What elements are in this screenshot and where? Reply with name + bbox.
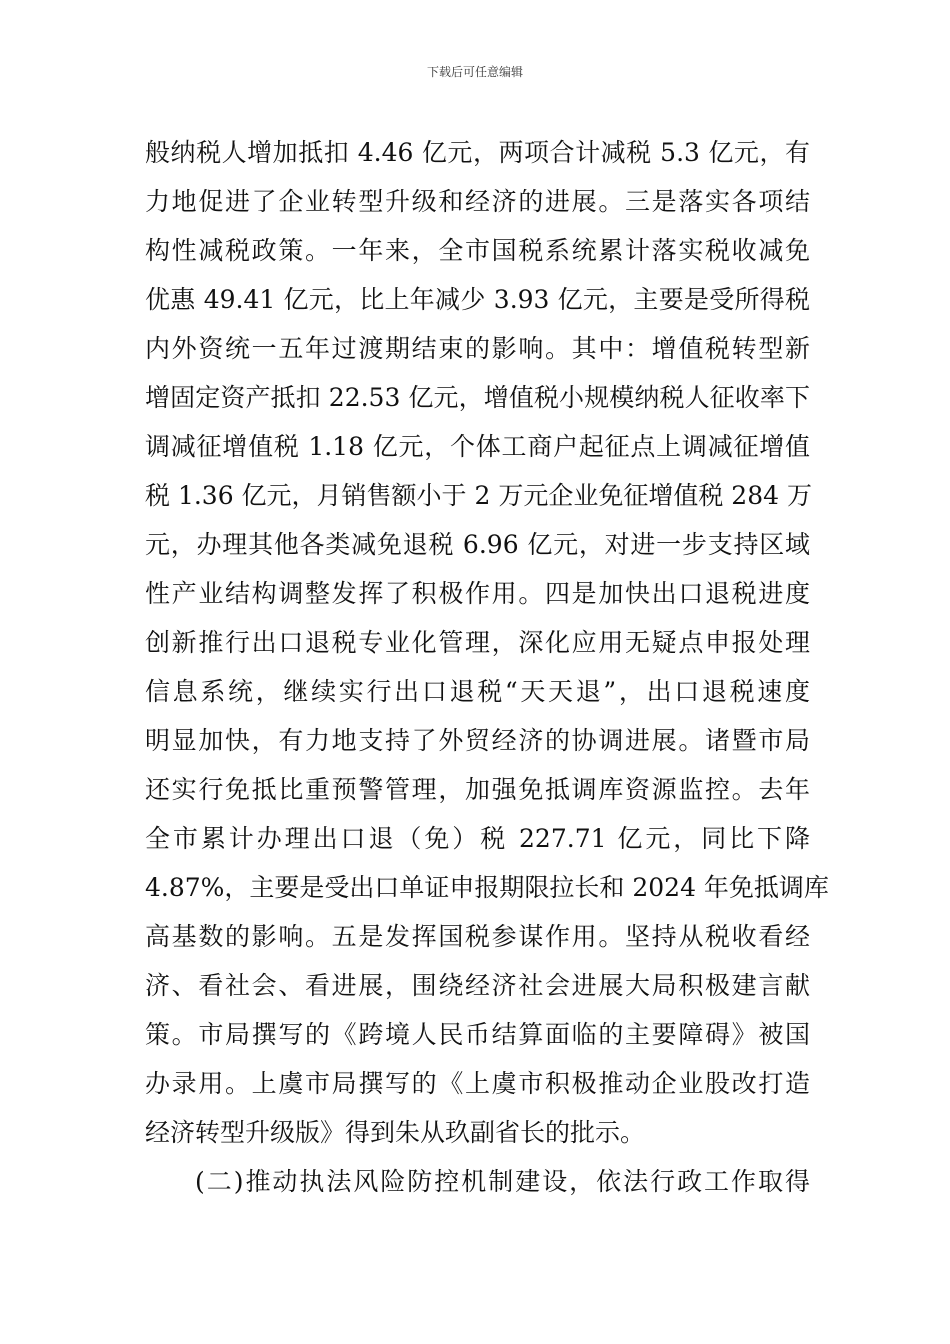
- text-line: 税 1.36 亿元，月销售额小于 2 万元企业免征增值税 284 万: [145, 481, 812, 510]
- text-line: 力地促进了企业转型升级和经济的进展。三是落实各项结: [145, 187, 810, 216]
- text-line: 全市累计办理出口退（免）税 227.71 亿元，同比下降: [145, 824, 810, 853]
- page-header: 下载后可任意编辑: [426, 65, 523, 79]
- text-line: 般纳税人增加抵扣 4.46 亿元，两项合计减税 5.3 亿元，有: [145, 138, 810, 167]
- paragraph: [145, 1157, 810, 1206]
- text-line: 调减征增值税 1.18 亿元，个体工商户起征点上调减征增值: [145, 432, 810, 461]
- text-line: 内外资统一五年过渡期结束的影响。其中：增值税转型新: [145, 334, 810, 363]
- paragraph: [145, 128, 829, 1157]
- text-line: 元，办理其他各类减免退税 6.96 亿元，对进一步支持区域: [145, 530, 810, 559]
- text-line: 高基数的影响。五是发挥国税参谋作用。坚持从税收看经: [145, 922, 810, 951]
- text-line: 办录用。上虞市局撰写的《上虞市积极推动企业股改打造: [145, 1069, 810, 1098]
- text-line: 策。市局撰写的《跨境人民币结算面临的主要障碍》被国: [145, 1020, 810, 1049]
- text-line: 济、看社会、看进展，围绕经济社会进展大局积极建言献: [145, 971, 810, 1000]
- text-line: 优惠 49.41 亿元，比上年减少 3.93 亿元，主要是受所得税: [145, 285, 810, 314]
- document-body: [145, 128, 829, 1206]
- text-line: 构性减税政策。一年来，全市国税系统累计落实税收减免: [145, 236, 810, 265]
- text-line: 性产业结构调整发挥了积极作用。四是加快出口退税进度: [145, 579, 810, 608]
- text-line: 4.87%，主要是受出口单证申报期限拉长和 2024 年免抵调库: [145, 873, 829, 902]
- section-heading-line: (二)推动执法风险防控机制建设，依法行政工作取得: [195, 1167, 810, 1196]
- text-line: 信息系统，继续实行出口退税“天天退”，出口退税速度: [145, 677, 810, 706]
- text-line: 增固定资产抵扣 22.53 亿元，增值税小规模纳税人征收率下: [145, 383, 810, 412]
- text-line: 明显加快，有力地支持了外贸经济的协调进展。诸暨市局: [145, 726, 810, 755]
- text-line: 还实行免抵比重预警管理，加强免抵调库资源监控。去年: [145, 775, 810, 804]
- text-line: 创新推行出口退税专业化管理，深化应用无疑点申报处理: [145, 628, 810, 657]
- text-line: 经济转型升级版》得到朱从玖副省长的批示。: [145, 1118, 646, 1147]
